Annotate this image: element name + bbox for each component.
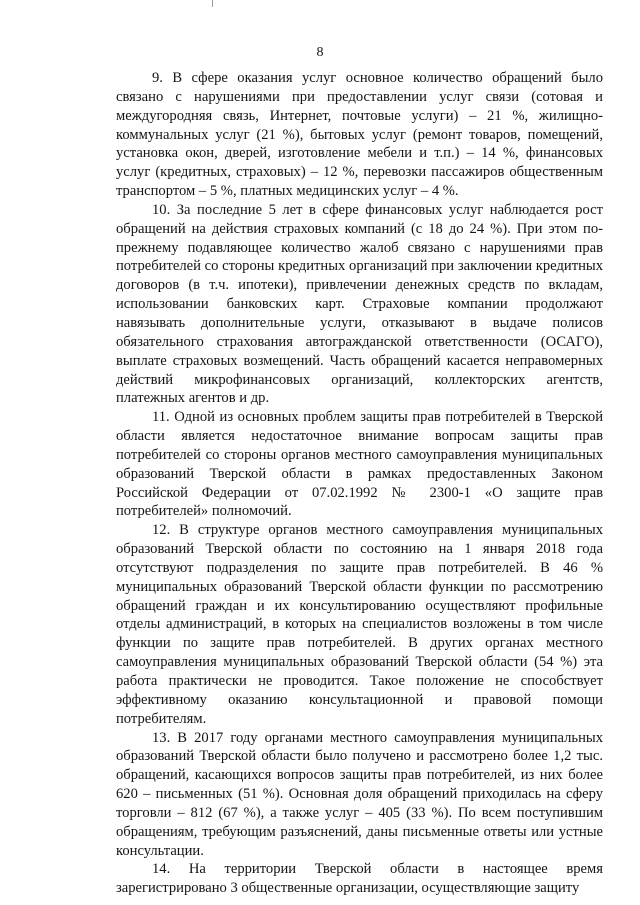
paragraph-11: 11. Одной из основных проблем защиты прав потребителей в Тверской области является недостаточное внимание вопросам защиты прав потребителей со стороны органов местного самоуправления муниципальных образований Тверской области в рамках предоставленных Законом Российской Федерации от 07.02.1992 № 2300-1 «О защите прав потребителей» полномочий. xyxy=(116,409,603,520)
paragraph-10: 10. За последние 5 лет в сфере финансовых услуг наблюдается рост обращений на действия страховых компаний (с 18 до 24 %). При этом по-прежнему подавляющее количество жалоб связано с нарушениями прав потребителей со стороны кредитных организаций при заключении кредитных договоров (в т.ч. ипотеки), привлечении денежных средств по вкладам, использовании банковских карт. Страховые компании продолжают навязывать дополнительные услуги, отказывают в выдаче полисов обязательного страхования автогражданской ответственности (ОСАГО), выплате страховых возмещений. Часть обращений касается неправомерных действий микрофинансовых организаций, коллекторских агентств, платежных агентов и др. xyxy=(116,201,603,407)
body-text xyxy=(116,69,603,898)
page-number: 8 xyxy=(316,45,324,60)
scan-artifact-line xyxy=(212,0,213,7)
paragraph-9: 9. В сфере оказания услуг основное количество обращений было связано с нарушениями при предоставлении услуг связи (сотовая и междугородняя связь, Интернет, почтовые услуги) – 21 %, жилищно-коммунальных услуг (21 %), бытовых услуг (ремонт товаров, помещений, установка окон, дверей, изготовление мебели и т.п.) – 14 %, финансовых услуг (кредитных, страховых) – 12 %, перевозки пассажиров общественным транспортом – 5 %, платных медицинских услуг – 4 %. xyxy=(116,70,603,200)
paragraph-13: 13. В 2017 году органами местного самоуправления муниципальных образований Тверской области было получено и рассмотрено более 1,2 тыс. обращений, касающихся вопросов защиты прав потребителей, из них более 620 – письменных (51 %). Основная доля обращений приходилась на сферу торговли – 812 (67 %), а также услуг – 405 (33 %). По всем поступившим обращениям, требующим разъяснений, даны письменные ответы или устные консультации. xyxy=(116,729,603,859)
paragraph-14: 14. На территории Тверской области в настоящее время зарегистрировано 3 общественные организации, осуществляющие защиту xyxy=(116,861,603,897)
paragraph-12: 12. В структуре органов местного самоуправления муниципальных образований Тверской области по состоянию на 1 января 2018 года отсутствуют подразделения по защите прав потребителей. В 46 % муниципальных образований Тверской области функции по рассмотрению обращений граждан и их консультированию осуществляют профильные отделы администраций, в которых на специалистов возложены в том числе функции по защите прав потребителей. В других органах местного самоуправления муниципальных образований Тверской области (54 %) эта работа практически не проводится. Такое положение не способствует эффективному оказанию консультационной и правовой помощи потребителям. xyxy=(116,522,603,727)
